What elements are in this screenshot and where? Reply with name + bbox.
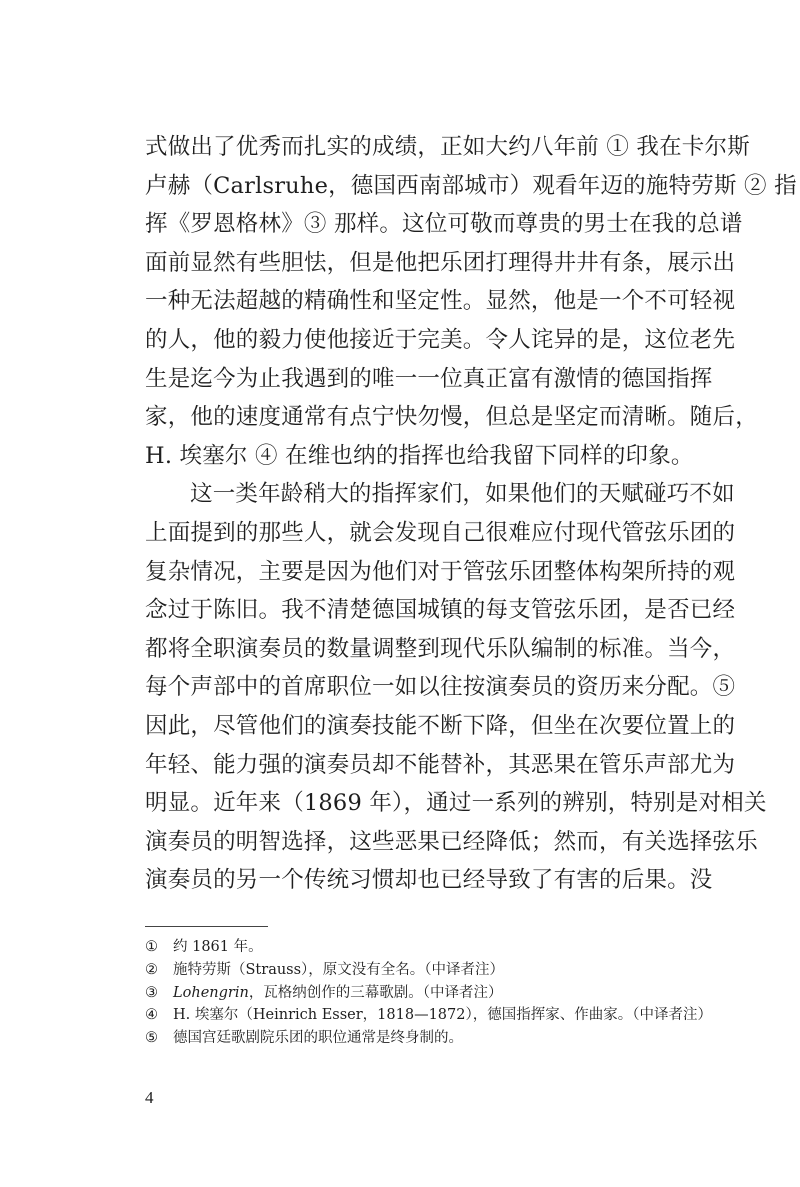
text-line: 都将全职演奏员的数量调整到现代乐队编制的标准。当今， bbox=[145, 635, 736, 662]
text-line: 卢赫（Carlsruhe，德国西南部城市）观看年迈的施特劳斯 ② 指 bbox=[145, 172, 797, 199]
footnote bbox=[145, 1027, 685, 1050]
text-line: 明显。近年来（1869 年），通过一系列的辨别，特别是对相关 bbox=[145, 790, 767, 817]
text-line: 上面提到的那些人，就会发现自己很难应付现代管弦乐团的 bbox=[145, 519, 736, 546]
text-line: 每个声部中的首席职位一如以往按演奏员的资历来分配。⑤ bbox=[145, 674, 736, 701]
body-text bbox=[145, 128, 797, 900]
footnote-text: 德国宫廷歌剧院乐团的职位通常是终身制的。 bbox=[173, 1030, 463, 1047]
footnote bbox=[145, 1004, 712, 1027]
footnote bbox=[145, 959, 685, 982]
text-line: 因此，尽管他们的演奏技能不断下降，但坐在次要位置上的 bbox=[145, 712, 736, 739]
text-line: 一种无法超越的精确性和坚定性。显然，他是一个不可轻视 bbox=[145, 288, 736, 315]
text-line: 面前显然有些胆怯，但是他把乐团打理得井井有条，展示出 bbox=[145, 249, 736, 276]
footnote-mark: ④ bbox=[145, 1007, 158, 1024]
footnote-text: 施特劳斯（Strauss），原文没有全名。（中译者注） bbox=[173, 961, 505, 978]
text-line: 式做出了优秀而扎实的成绩，正如大约八年前 ① 我在卡尔斯 bbox=[145, 134, 750, 160]
text-line: 生是迄今为止我遇到的唯一一位真正富有激情的德国指挥 bbox=[145, 365, 713, 392]
text-line: 家，他的速度通常有点宁快勿慢，但总是坚定而清晰。随后， bbox=[145, 404, 758, 431]
footnote-mark: ② bbox=[145, 961, 158, 978]
footnotes bbox=[145, 936, 712, 1050]
text-line: 挥《罗恩格林》③ 那样。这位可敬而尊贵的男士在我的总谱 bbox=[145, 211, 743, 238]
footnote-mark: ③ bbox=[145, 984, 158, 1001]
text-line: H. 埃塞尔 ④ 在维也纳的指挥也给我留下同样的印象。 bbox=[145, 442, 694, 469]
footnote-mark: ⑤ bbox=[145, 1030, 158, 1047]
text-line: 的人，他的毅力使他接近于完美。令人诧异的是，这位老先 bbox=[145, 326, 736, 353]
text-line: 演奏员的另一个传统习惯却也已经导致了有害的后果。没 bbox=[145, 867, 713, 894]
text-line: 复杂情况，主要是因为他们对于管弦乐团整体构架所持的观 bbox=[145, 558, 736, 585]
footnote-mark: ① bbox=[145, 939, 158, 955]
footnote-divider bbox=[145, 926, 268, 927]
text-line: 年轻、能力强的演奏员却不能替补，其恶果在管乐声部尤为 bbox=[145, 751, 736, 778]
footnote-text: H. 埃塞尔（Heinrich Esser，1818—1872），德国指挥家、作曲家。（中译者注） bbox=[173, 1007, 712, 1024]
footnote bbox=[145, 982, 685, 1005]
footnote-text: 约 1861 年。 bbox=[173, 939, 263, 955]
text-line: 这一类年龄稍大的指挥家们，如果他们的天赋碰巧不如 bbox=[190, 481, 735, 508]
page-number: 4 bbox=[145, 1088, 154, 1107]
footnote-text: ，瓦格纳创作的三幕歌剧。（中译者注） bbox=[248, 984, 503, 1001]
footnote bbox=[145, 936, 685, 959]
footnote-italic-title: Lohengrin bbox=[173, 984, 249, 1001]
text-line: 念过于陈旧。我不清楚德国城镇的每支管弦乐团，是否已经 bbox=[145, 597, 736, 624]
text-line: 演奏员的明智选择，这些恶果已经降低；然而，有关选择弦乐 bbox=[145, 828, 758, 855]
